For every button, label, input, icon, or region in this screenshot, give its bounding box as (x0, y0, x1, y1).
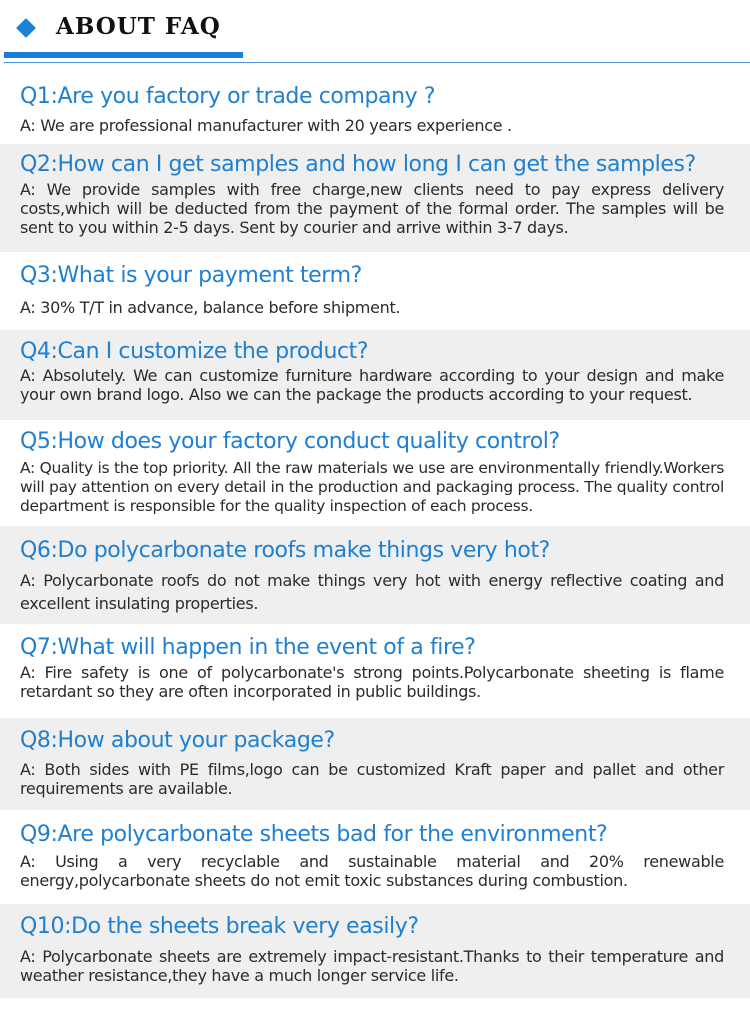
faq-item-6 (0, 526, 750, 624)
faq-header (0, 0, 750, 70)
faq-item-1 (0, 80, 750, 144)
faq-question: Q10:Do the sheets break very easily? (20, 914, 419, 939)
faq-item-3 (0, 252, 750, 330)
title-underline-bar (4, 52, 243, 58)
faq-answer: A: We provide samples with free charge,new clients need to pay express delivery costs,which will be deducted from the payment of the formal order. The samples will be sent to you within 2-5 days. Sent by courier and arrive within 3-7 days. (20, 180, 724, 237)
page-title: ABOUT FAQ (56, 13, 221, 40)
faq-question: Q4:Can I customize the product? (20, 339, 369, 364)
faq-answer: A: Quality is the top priority. All the raw materials we use are environmentally friendly.Workers will pay attention on every detail in the production and packaging process. The quality control department is responsible for the quality inspection of each process. (20, 459, 724, 515)
faq-item-4 (0, 330, 750, 420)
faq-question: Q1:Are you factory or trade company ? (20, 84, 436, 109)
faq-answer: A: Polycarbonate roofs do not make things very hot with energy reflective coating and excellent insulating properties. (20, 571, 724, 613)
faq-item-9 (0, 810, 750, 904)
faq-answer: A: Polycarbonate sheets are extremely impact-resistant.Thanks to their temperature and weather resistance,they have a much longer service life. (20, 947, 724, 985)
faq-answer: A: Fire safety is one of polycarbonate's strong points.Polycarbonate sheeting is flame retardant so they are often incorporated in public buildings. (20, 663, 724, 701)
diamond-icon (16, 18, 36, 38)
faq-question: Q7:What will happen in the event of a fire? (20, 635, 476, 660)
faq-item-2 (0, 144, 750, 252)
faq-item-5 (0, 420, 750, 526)
faq-question: Q2:How can I get samples and how long I can get the samples? (20, 152, 696, 177)
faq-answer: A: Absolutely. We can customize furniture hardware according to your design and make your own brand logo. Also we can the package the products according to your request. (20, 366, 724, 404)
faq-question: Q6:Do polycarbonate roofs make things very hot? (20, 538, 550, 563)
faq-question: Q3:What is your payment term? (20, 263, 362, 288)
faq-answer: A: We are professional manufacturer with 20 years experience . (20, 116, 512, 135)
faq-answer: A: Using a very recyclable and sustainable material and 20% renewable energy,polycarbonate sheets do not emit toxic substances during combustion. (20, 852, 724, 890)
faq-item-8 (0, 718, 750, 810)
faq-answer: A: 30% T/T in advance, balance before shipment. (20, 298, 401, 317)
faq-question: Q8:How about your package? (20, 728, 335, 753)
faq-question: Q5:How does your factory conduct quality control? (20, 429, 560, 454)
faq-question: Q9:Are polycarbonate sheets bad for the environment? (20, 822, 608, 847)
faq-item-10 (0, 904, 750, 998)
header-divider (4, 62, 750, 63)
faq-answer: A: Both sides with PE films,logo can be customized Kraft paper and pallet and other requirements are available. (20, 760, 724, 798)
faq-item-7 (0, 624, 750, 718)
